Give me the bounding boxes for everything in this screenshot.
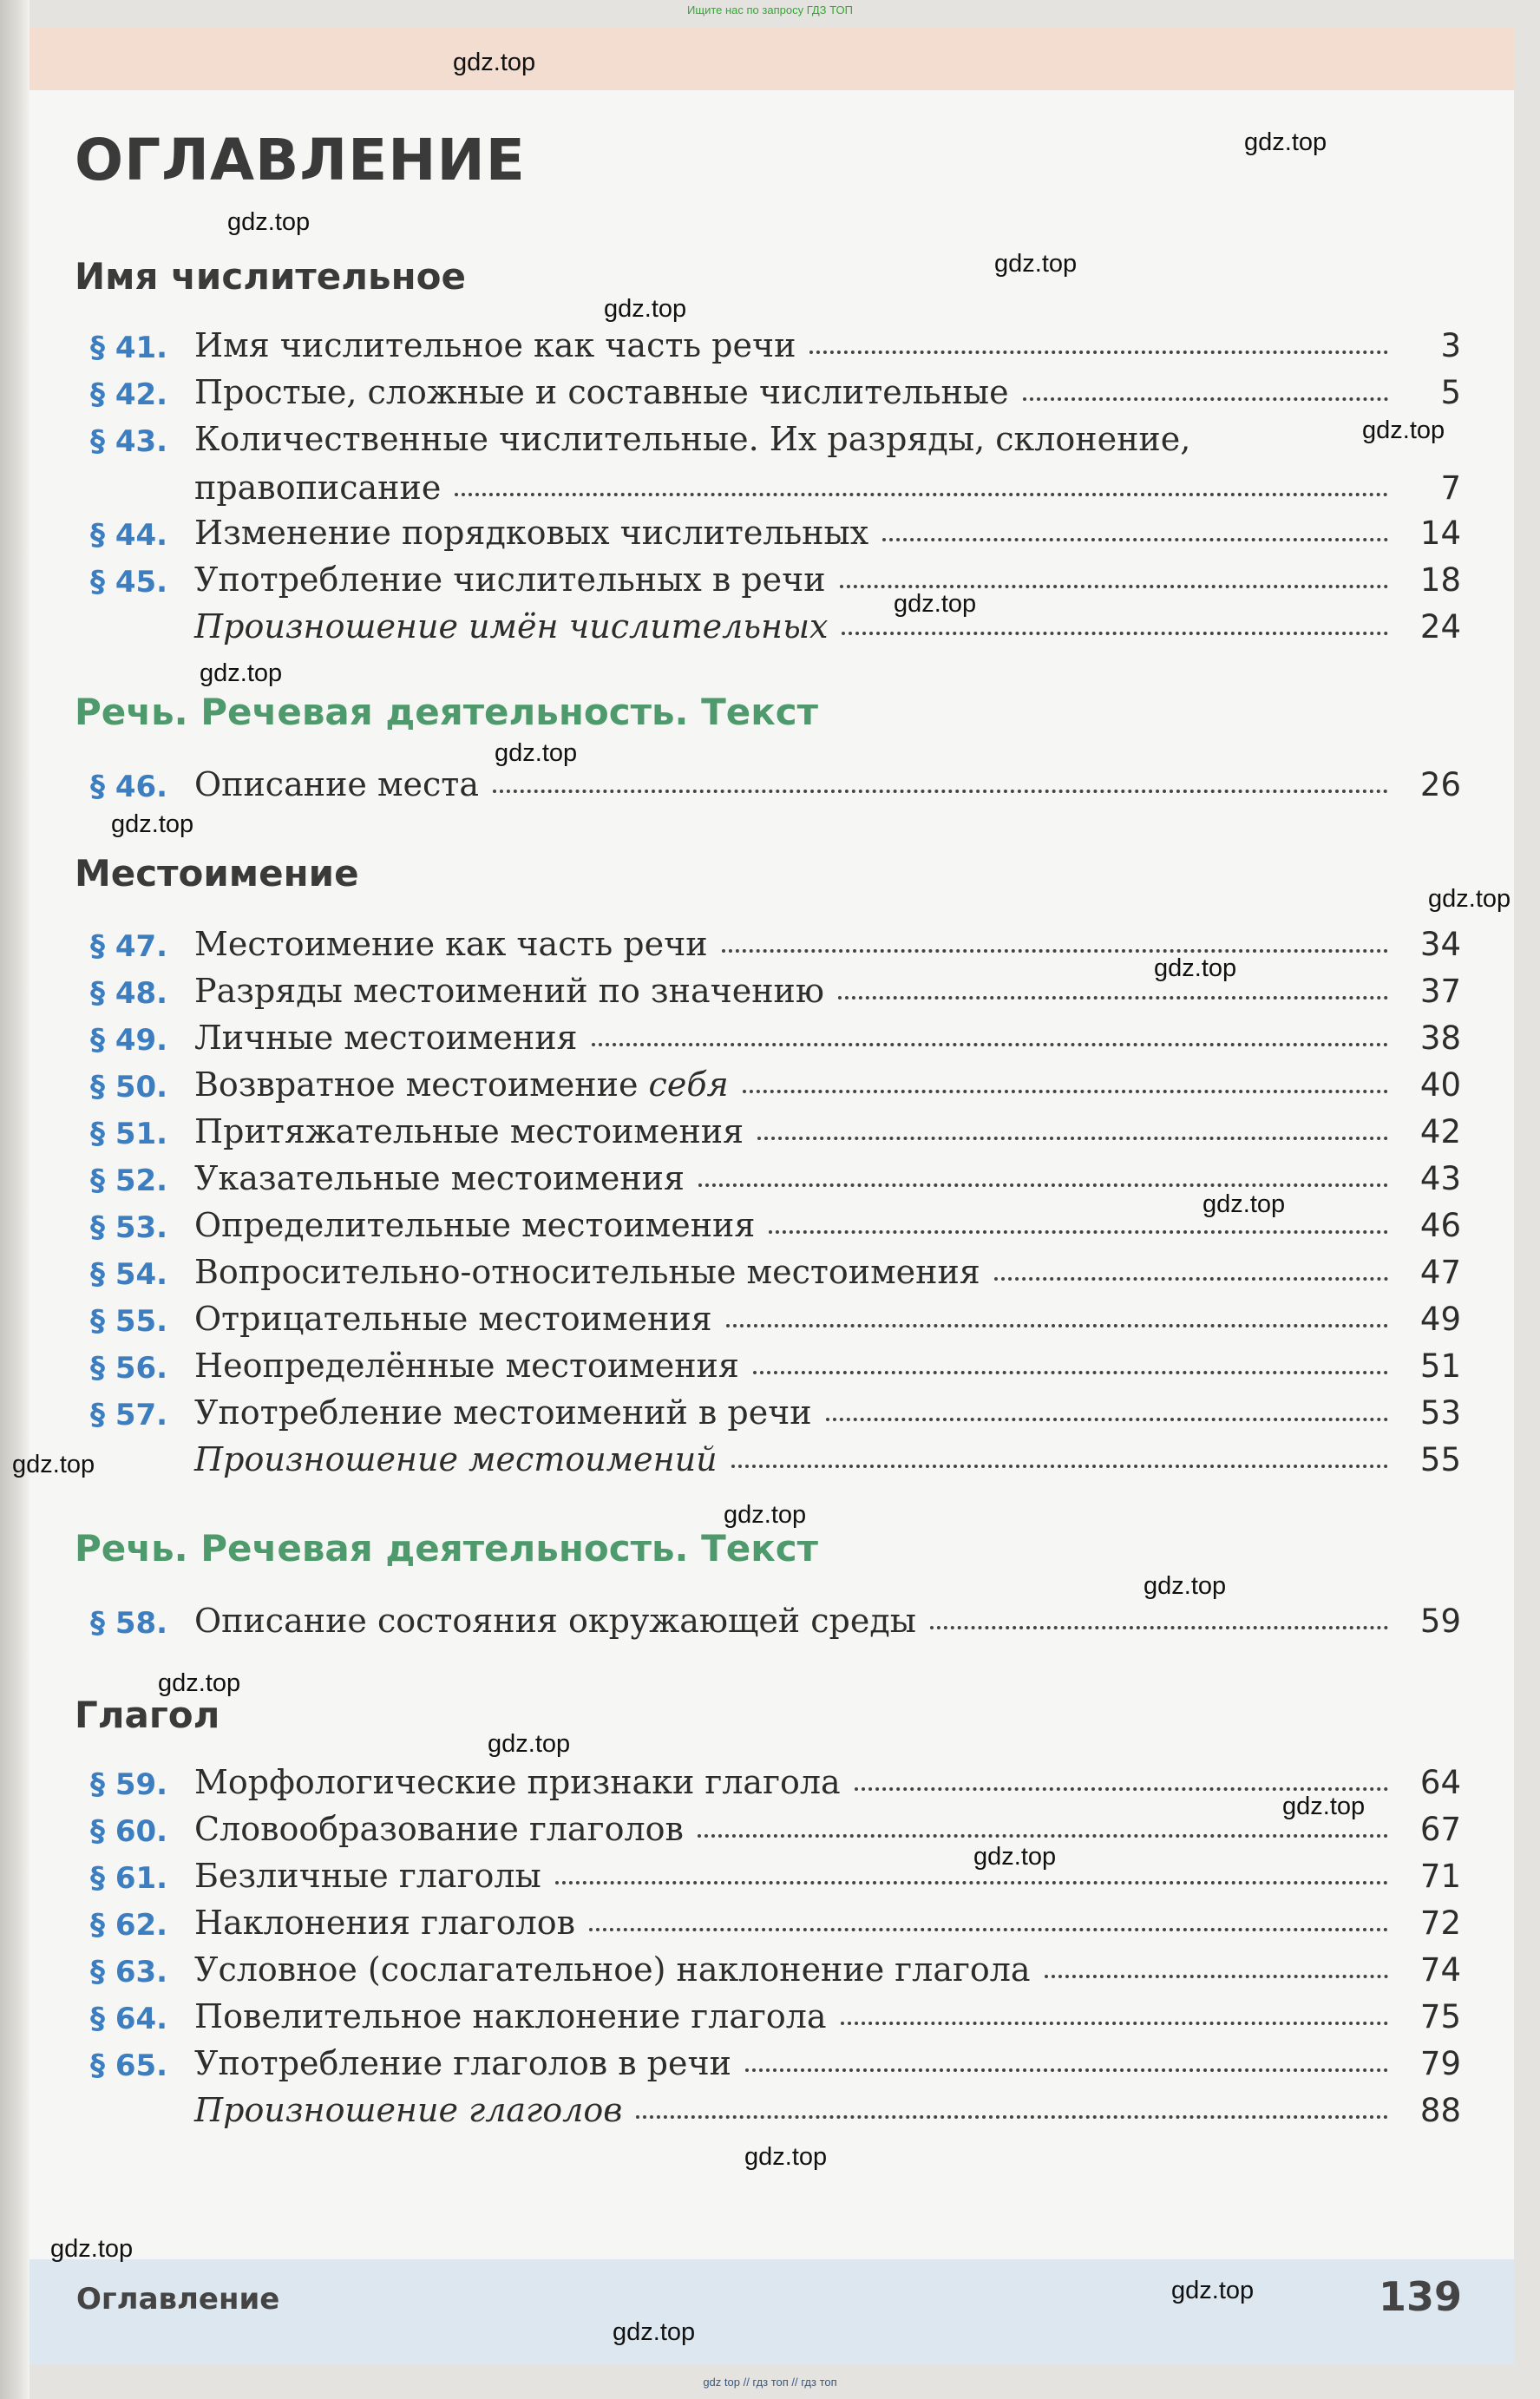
toc-entry[interactable] (90, 1895, 1461, 1942)
section-number: § 47. (90, 928, 168, 964)
entry-title: Неопределённые местоимения (194, 1347, 739, 1386)
entry-title: Безличные глаголы (194, 1857, 541, 1896)
toc-entry[interactable] (90, 1754, 1461, 1801)
section-number: § 60. (90, 1813, 168, 1849)
entry-title: Употребление числительных в речи (194, 560, 826, 600)
dot-leader (838, 996, 1388, 1000)
page-number: 26 (1419, 766, 1461, 804)
section-number: § 58. (90, 1605, 168, 1641)
watermark: gdz.top (200, 659, 283, 687)
page-number: 72 (1419, 1904, 1461, 1943)
page-number: 42 (1419, 1113, 1461, 1151)
page-number: 14 (1419, 515, 1461, 553)
page-gutter-shadow (0, 0, 29, 2399)
entry-title: Определительные местоимения (194, 1206, 756, 1245)
section-heading: Имя числительное (75, 255, 466, 298)
entry-title: Условное (сослагательное) наклонение глагола (194, 1950, 1031, 1989)
section-number: § 55. (90, 1303, 168, 1339)
entry-title: Личные местоимения (194, 1019, 578, 1058)
page-number: 37 (1419, 973, 1461, 1011)
section-number: § 65. (90, 2048, 168, 2083)
section-number: § 59. (90, 1766, 168, 1802)
watermark: gdz.top (227, 208, 311, 236)
watermark: gdz.top (1244, 128, 1327, 156)
dot-leader (636, 2115, 1388, 2119)
entry-title: Разряды местоимений по значению (194, 972, 824, 1011)
toc-entry[interactable] (90, 757, 1461, 803)
watermark: gdz.top (1282, 1793, 1366, 1820)
dot-leader (930, 1626, 1388, 1629)
entry-title: Употребление местоимений в речи (194, 1393, 812, 1432)
dot-leader (855, 1787, 1388, 1791)
toc-entry[interactable] (90, 318, 1461, 364)
dot-leader (826, 1418, 1388, 1421)
page-number: 75 (1419, 1998, 1461, 2036)
dot-leader (753, 1371, 1388, 1374)
watermark: gdz.top (50, 2235, 134, 2263)
dot-leader (493, 790, 1388, 793)
page-number: 79 (1419, 2045, 1461, 2083)
watermark: gdz.top (604, 295, 687, 323)
page-number: 40 (1419, 1066, 1461, 1104)
entry-title: Притяжательные местоимения (194, 1112, 744, 1151)
entry-title: Указательные местоимения (194, 1159, 685, 1198)
entry-title: Имя числительное как часть речи (194, 326, 796, 365)
page-title: ОГЛАВЛЕНИЕ (75, 127, 526, 193)
bottom-note[interactable]: gdz top // гдз топ // гдз топ (703, 2376, 837, 2389)
toc-entry[interactable] (90, 2035, 1461, 2082)
section-number: § 45. (90, 564, 168, 600)
section-number: § 57. (90, 1397, 168, 1432)
entry-title: Морфологические признаки глагола (194, 1763, 841, 1802)
toc-entry[interactable] (90, 1848, 1461, 1895)
section-number: § 46. (90, 769, 168, 804)
entry-title: Количественные числительные. Их разряды, склонение, (194, 420, 1191, 459)
watermark: gdz.top (158, 1669, 241, 1697)
toc-entry[interactable] (90, 1593, 1461, 1640)
dot-leader (1023, 397, 1388, 401)
section-number: § 54. (90, 1256, 168, 1292)
toc-entry[interactable] (90, 552, 1461, 599)
toc-entry[interactable] (90, 963, 1461, 1010)
section-number: § 42. (90, 377, 168, 412)
dot-leader (769, 1230, 1388, 1234)
dot-leader (842, 632, 1388, 635)
page-number: 7 (1440, 469, 1461, 507)
entry-title (194, 1067, 729, 1104)
watermark: gdz.top (994, 250, 1078, 278)
footer-page-number: 139 (1378, 2273, 1462, 2320)
watermark: gdz.top (1428, 885, 1511, 913)
toc-entry[interactable] (90, 1942, 1461, 1989)
page-number: 3 (1440, 327, 1461, 365)
dot-leader (757, 1137, 1388, 1140)
toc-entry[interactable] (90, 916, 1461, 963)
section-number: § 44. (90, 517, 168, 553)
section-number: § 51. (90, 1116, 168, 1151)
entry-title: Простые, сложные и составные числительные (194, 373, 1009, 412)
dot-leader (841, 2022, 1388, 2025)
page-number: 5 (1440, 374, 1461, 412)
page-number: 34 (1419, 926, 1461, 964)
watermark: gdz.top (1144, 1572, 1227, 1600)
toc-entry[interactable] (90, 1989, 1461, 2035)
toc-entry[interactable] (90, 1244, 1461, 1291)
watermark: gdz.top (613, 2318, 696, 2346)
section-number: § 49. (90, 1022, 168, 1058)
toc-entry[interactable] (90, 364, 1461, 411)
entry-title: Изменение порядковых числительных (194, 514, 869, 553)
toc-entry[interactable] (90, 411, 1461, 458)
section-number: § 62. (90, 1907, 168, 1943)
dot-leader (743, 1090, 1388, 1093)
section-number: § 48. (90, 975, 168, 1011)
section-heading: Речь. Речевая деятельность. Текст (75, 1527, 818, 1570)
toc-entry[interactable] (90, 1010, 1461, 1057)
watermark: gdz.top (973, 1843, 1057, 1871)
section-heading: Местоимение (75, 852, 359, 895)
section-heading: Речь. Речевая деятельность. Текст (75, 691, 818, 733)
dot-leader (555, 1881, 1388, 1884)
section-number: § 41. (90, 330, 168, 365)
watermark: gdz.top (488, 1730, 571, 1758)
page-number: 55 (1419, 1441, 1461, 1479)
page-number: 74 (1419, 1951, 1461, 1989)
page-number: 47 (1419, 1254, 1461, 1292)
dot-leader (455, 493, 1388, 496)
section-number: § 61. (90, 1860, 168, 1896)
entry-title: Местоимение как часть речи (194, 925, 708, 964)
dot-leader (592, 1043, 1388, 1046)
page-number: 24 (1419, 608, 1461, 646)
dot-leader (726, 1324, 1388, 1327)
toc-entry[interactable] (90, 1291, 1461, 1338)
dot-leader (722, 949, 1388, 953)
entry-title: Вопросительно-относительные местоимения (194, 1253, 980, 1292)
dot-leader (589, 1928, 1388, 1931)
page-number: 49 (1419, 1301, 1461, 1339)
page-number: 88 (1419, 2092, 1461, 2130)
section-number: § 53. (90, 1209, 168, 1245)
section-number: § 64. (90, 2001, 168, 2036)
footer-label: Оглавление (76, 2282, 280, 2317)
dot-leader (809, 351, 1388, 354)
toc-entry[interactable] (90, 2082, 1461, 2129)
toc-entry[interactable] (90, 1338, 1461, 1385)
page-number: 18 (1419, 561, 1461, 600)
dot-leader (882, 538, 1388, 541)
entry-title-italic: себя (648, 1065, 729, 1104)
entry-title-continuation: правописание (194, 469, 442, 507)
page-number: 53 (1419, 1394, 1461, 1432)
dot-leader (1045, 1975, 1388, 1978)
section-number: § 63. (90, 1954, 168, 1989)
toc-entry[interactable] (90, 1801, 1461, 1848)
page-number: 51 (1419, 1347, 1461, 1386)
toc-entry-continuation[interactable] (194, 460, 1461, 507)
section-number: § 50. (90, 1069, 168, 1104)
entry-title: Произношение местоимений (194, 1440, 718, 1479)
toc-entry[interactable] (90, 1057, 1461, 1104)
watermark: gdz.top (1154, 954, 1237, 982)
section-heading: Глагол (75, 1694, 220, 1736)
toc-entry[interactable] (90, 1104, 1461, 1150)
watermark: gdz.top (12, 1451, 95, 1478)
page-number: 59 (1419, 1603, 1461, 1641)
entry-title: Наклонения глаголов (194, 1904, 575, 1943)
page-number: 71 (1419, 1858, 1461, 1896)
dot-leader (698, 1183, 1388, 1187)
entry-title: Произношение глаголов (194, 2091, 623, 2130)
section-number: § 56. (90, 1350, 168, 1386)
watermark: gdz.top (495, 739, 578, 767)
watermark: gdz.top (744, 2143, 828, 2171)
entry-title: Произношение имён числительных (194, 607, 829, 646)
dot-leader (994, 1277, 1388, 1281)
watermark: gdz.top (1203, 1190, 1286, 1218)
entry-title-text: Возвратное местоимение (194, 1065, 639, 1104)
toc-entry[interactable] (90, 1432, 1461, 1478)
toc-entry[interactable] (90, 1385, 1461, 1432)
watermark: gdz.top (724, 1501, 807, 1529)
header-note[interactable]: Ищите нас по запросу ГДЗ ТОП (687, 3, 853, 16)
entry-title: Описание состояния окружающей среды (194, 1602, 916, 1641)
page-number: 46 (1419, 1207, 1461, 1245)
dot-leader (745, 2068, 1388, 2072)
entry-title: Описание места (194, 765, 479, 804)
entry-title: Отрицательные местоимения (194, 1300, 712, 1339)
watermark: gdz.top (1171, 2277, 1255, 2304)
page-number: 64 (1419, 1764, 1461, 1802)
dot-leader (840, 585, 1388, 588)
section-number: § 52. (90, 1163, 168, 1198)
top-band (29, 28, 1514, 90)
entry-title: Повелительное наклонение глагола (194, 1997, 827, 2036)
watermark: gdz.top (894, 590, 977, 618)
page-number: 67 (1419, 1811, 1461, 1849)
watermark: gdz.top (453, 49, 536, 76)
page-number: 38 (1419, 1019, 1461, 1058)
toc-entry[interactable] (90, 505, 1461, 552)
section-number: § 43. (90, 423, 168, 459)
watermark: gdz.top (111, 810, 194, 838)
dot-leader (731, 1465, 1388, 1468)
dot-leader (698, 1834, 1388, 1838)
entry-title: Словообразование глаголов (194, 1810, 684, 1849)
page-number: 43 (1419, 1160, 1461, 1198)
toc-entry[interactable] (90, 599, 1461, 646)
watermark: gdz.top (1362, 416, 1445, 444)
entry-title: Употребление глаголов в речи (194, 2044, 731, 2083)
